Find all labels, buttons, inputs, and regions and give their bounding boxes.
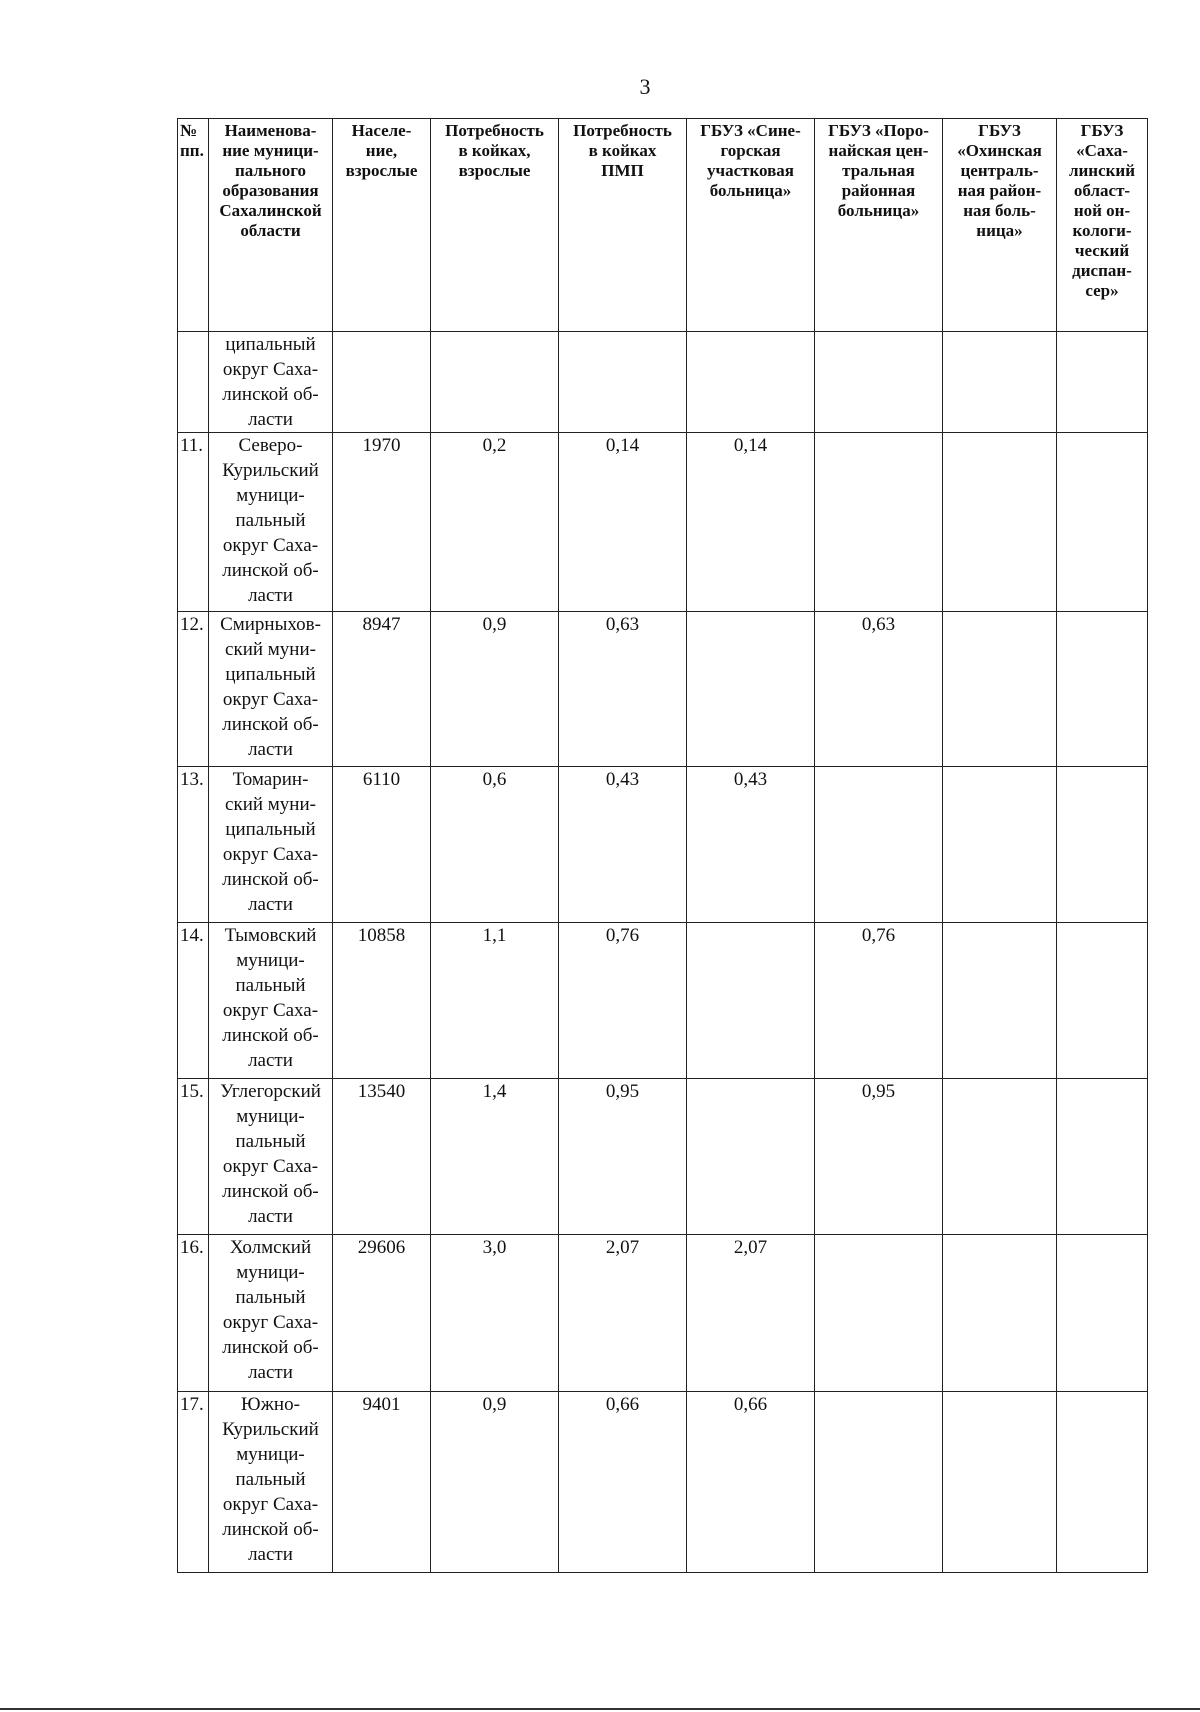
row-number: 16.: [178, 1235, 209, 1392]
oncology-cell: [1057, 1079, 1148, 1235]
oncology-cell: [1057, 923, 1148, 1079]
population-cell: 13540: [333, 1079, 431, 1235]
row-number: 13.: [178, 767, 209, 923]
sinegorsk-cell: [687, 1079, 815, 1235]
table-row: [178, 923, 1148, 1079]
sinegorsk-cell: 0,66: [687, 1392, 815, 1573]
poronaysk-cell: [815, 1392, 943, 1573]
header-oncology-dispensary: ГБУЗ «Саха- линский област- ной он- кологи- ческий диспан- сер»: [1057, 119, 1148, 332]
sinegorsk-cell: [687, 612, 815, 767]
municipality-name: Холмский муници- пальный округ Саха- линской об- ласти: [209, 1235, 333, 1392]
oncology-cell: [1057, 433, 1148, 612]
row-number: 11.: [178, 433, 209, 612]
population-cell: 6110: [333, 767, 431, 923]
beds-pmp-cell: 0,14: [559, 433, 687, 612]
oncology-cell: [1057, 1392, 1148, 1573]
beds-pmp-cell: [559, 332, 687, 433]
table-row: [178, 1079, 1148, 1235]
sinegorsk-cell: 0,43: [687, 767, 815, 923]
okha-cell: [943, 332, 1057, 433]
municipality-name: Южно- Курильский муници- пальный округ Саха- линской об- ласти: [209, 1392, 333, 1573]
okha-cell: [943, 1235, 1057, 1392]
row-number: 12.: [178, 612, 209, 767]
municipality-name: Тымовский муници- пальный округ Саха- линской об- ласти: [209, 923, 333, 1079]
hospital-beds-table: [177, 118, 1148, 1573]
beds-adult-cell: [431, 332, 559, 433]
municipality-name: Углегорский муници- пальный округ Саха- линской об- ласти: [209, 1079, 333, 1235]
beds-pmp-cell: 0,66: [559, 1392, 687, 1573]
table-row: [178, 433, 1148, 612]
okha-cell: [943, 767, 1057, 923]
population-cell: [333, 332, 431, 433]
municipality-name: Смирныхов- ский муни- ципальный округ Саха- линской об- ласти: [209, 612, 333, 767]
population-cell: 9401: [333, 1392, 431, 1573]
table-row: [178, 1392, 1148, 1573]
okha-cell: [943, 612, 1057, 767]
municipality-name: Северо- Курильский муници- пальный округ Саха- линской об- ласти: [209, 433, 333, 612]
oncology-cell: [1057, 1235, 1148, 1392]
poronaysk-cell: [815, 1235, 943, 1392]
beds-adult-cell: 0,2: [431, 433, 559, 612]
header-okha-hospital: ГБУЗ «Охинская централь- ная район- ная боль- ница»: [943, 119, 1057, 332]
oncology-cell: [1057, 332, 1148, 433]
poronaysk-cell: [815, 332, 943, 433]
okha-cell: [943, 1392, 1057, 1573]
header-beds-pmp: Потребность в койках ПМП: [559, 119, 687, 332]
row-number: 14.: [178, 923, 209, 1079]
table-row: [178, 612, 1148, 767]
sinegorsk-cell: 0,14: [687, 433, 815, 612]
header-population: Населе- ние, взрослые: [333, 119, 431, 332]
poronaysk-cell: 0,63: [815, 612, 943, 767]
municipality-name: Томарин- ский муни- ципальный округ Саха- линской об- ласти: [209, 767, 333, 923]
population-cell: 10858: [333, 923, 431, 1079]
row-number: 15.: [178, 1079, 209, 1235]
okha-cell: [943, 433, 1057, 612]
sinegorsk-cell: [687, 332, 815, 433]
beds-adult-cell: 1,1: [431, 923, 559, 1079]
beds-pmp-cell: 0,43: [559, 767, 687, 923]
sinegorsk-cell: [687, 923, 815, 1079]
header-beds-adult: Потребность в койках, взрослые: [431, 119, 559, 332]
beds-adult-cell: 0,9: [431, 1392, 559, 1573]
table-row: [178, 767, 1148, 923]
oncology-cell: [1057, 612, 1148, 767]
beds-pmp-cell: 0,63: [559, 612, 687, 767]
header-poronaysk-hospital: ГБУЗ «Поро- найская цен- тральная районная больница»: [815, 119, 943, 332]
poronaysk-cell: 0,76: [815, 923, 943, 1079]
row-number: 17.: [178, 1392, 209, 1573]
table-header-row: [178, 119, 1148, 332]
page-bottom-rule: [0, 1708, 1200, 1710]
header-sinegorsk-hospital: ГБУЗ «Сине- горская участковая больница»: [687, 119, 815, 332]
page-number: 3: [639, 74, 651, 99]
beds-pmp-cell: 2,07: [559, 1235, 687, 1392]
header-number: № пп.: [178, 119, 209, 332]
table-row: [178, 332, 1148, 433]
poronaysk-cell: 0,95: [815, 1079, 943, 1235]
poronaysk-cell: [815, 767, 943, 923]
beds-adult-cell: 0,6: [431, 767, 559, 923]
beds-pmp-cell: 0,76: [559, 923, 687, 1079]
population-cell: 29606: [333, 1235, 431, 1392]
beds-adult-cell: 3,0: [431, 1235, 559, 1392]
table-row: [178, 1235, 1148, 1392]
beds-pmp-cell: 0,95: [559, 1079, 687, 1235]
population-cell: 8947: [333, 612, 431, 767]
okha-cell: [943, 923, 1057, 1079]
oncology-cell: [1057, 767, 1148, 923]
beds-adult-cell: 0,9: [431, 612, 559, 767]
sinegorsk-cell: 2,07: [687, 1235, 815, 1392]
poronaysk-cell: [815, 433, 943, 612]
municipality-name: ципальный округ Саха- линской об- ласти: [209, 332, 333, 433]
header-municipality: Наименова- ние муници- пального образования Сахалинской области: [209, 119, 333, 332]
row-number: [178, 332, 209, 433]
okha-cell: [943, 1079, 1057, 1235]
population-cell: 1970: [333, 433, 431, 612]
beds-adult-cell: 1,4: [431, 1079, 559, 1235]
